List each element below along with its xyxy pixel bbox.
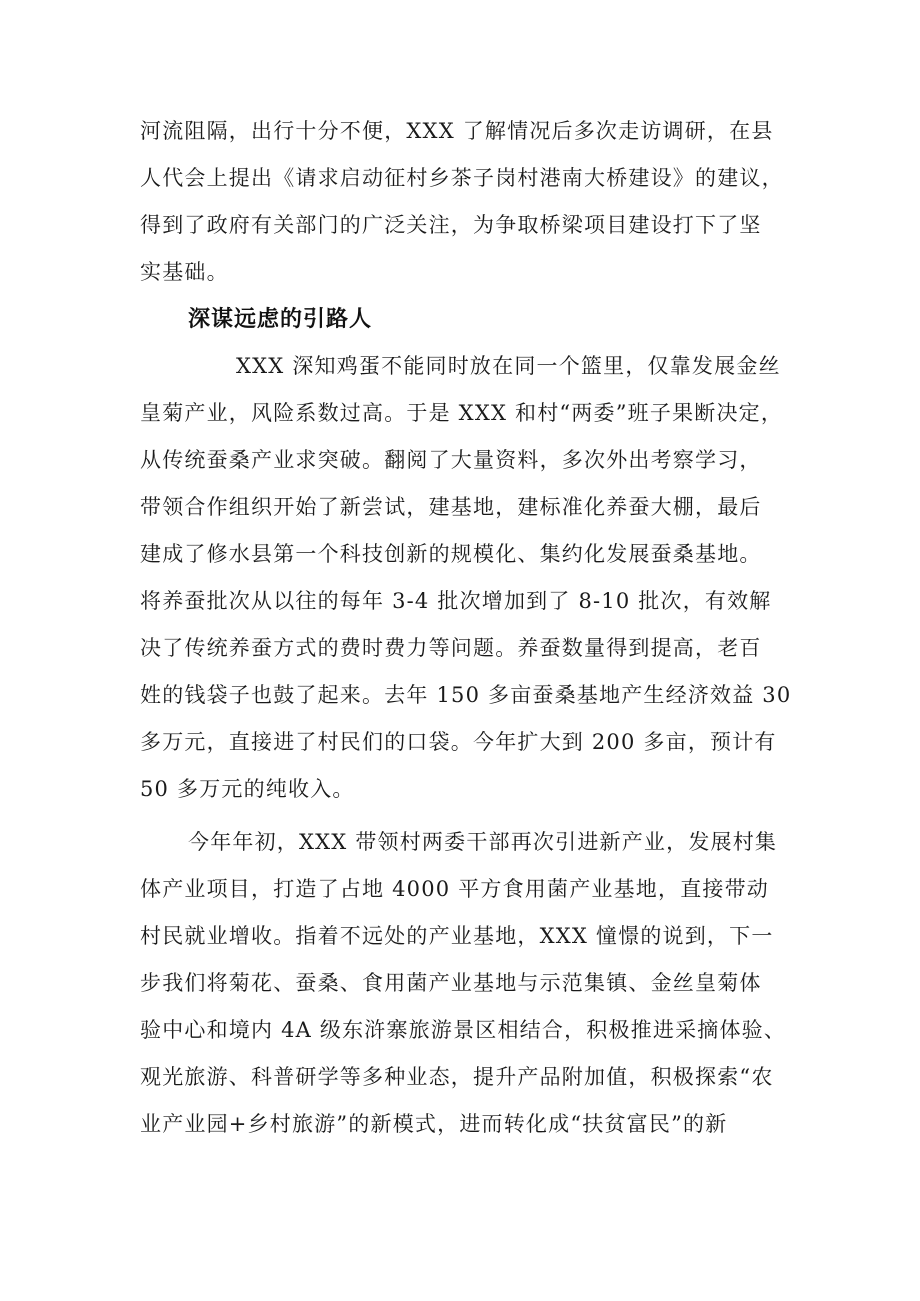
text-line: 皇菊产业，风险系数过高。于是 XXX 和村“两委”班子果断决定， [140, 401, 784, 425]
text-line: 业产业园+乡村旅游”的新模式，进而转化成“扶贫富民”的新 [140, 1112, 728, 1136]
paragraph-sericulture [140, 343, 792, 813]
text-line: 建成了修水县第一个科技创新的规模化、集约化发展蚕桑基地。 [140, 542, 762, 566]
text-line: 带领合作组织开始了新尝试，建基地，建标准化养蚕大棚，最后 [140, 495, 762, 519]
text-line: XXX 深知鸡蛋不能同时放在同一个篮里，仅靠发展金丝 [236, 354, 781, 378]
paragraph-continued [140, 108, 784, 296]
text-line: 观光旅游、科普研学等多种业态，提升产品附加值，积极探索“农 [140, 1065, 774, 1089]
text-line: 今年年初，XXX 带领村两委干部再次引进新产业，发展村集 [188, 830, 778, 854]
paragraph-mushroom [140, 819, 787, 1148]
text-line: 村民就业增收。指着不远处的产业基地，XXX 憧憬的说到，下一 [140, 924, 774, 948]
text-line: 50 多万元的纯收入。 [140, 777, 355, 801]
text-line: 体产业项目，打造了占地 4000 平方食用菌产业基地，直接带动 [140, 877, 769, 901]
text-line: 从传统蚕桑产业求突破。翻阅了大量资料，多次外出考察学习， [140, 448, 762, 472]
text-line: 验中心和境内 4A 级东浒寨旅游景区相结合，积极推进采摘体验、 [140, 1018, 787, 1042]
text-line: 步我们将菊花、蚕桑、食用菌产业基地与示范集镇、金丝皇菊体 [140, 971, 762, 995]
section-heading: 深谋远虑的引路人 [188, 307, 373, 332]
text-line: 将养蚕批次从以往的每年 3-4 批次增加到了 8-10 批次，有效解 [140, 589, 772, 613]
text-line: 姓的钱袋子也鼓了起来。去年 150 多亩蚕桑基地产生经济效益 30 [140, 683, 792, 707]
text-line: 河流阻隔，出行十分不便，XXX 了解情况后多次走访调研，在县 [140, 119, 774, 143]
text-line: 决了传统养蚕方式的费时费力等问题。养蚕数量得到提高，老百 [140, 636, 762, 660]
document-body [140, 108, 792, 1148]
text-line: 得到了政府有关部门的广泛关注，为争取桥梁项目建设打下了坚 [140, 213, 762, 237]
text-line: 人代会上提出《请求启动征村乡茶子岗村港南大桥建设》的建议， [140, 166, 784, 190]
text-line: 多万元，直接进了村民们的口袋。今年扩大到 200 多亩，预计有 [140, 730, 777, 754]
text-line: 实基础。 [140, 260, 229, 284]
